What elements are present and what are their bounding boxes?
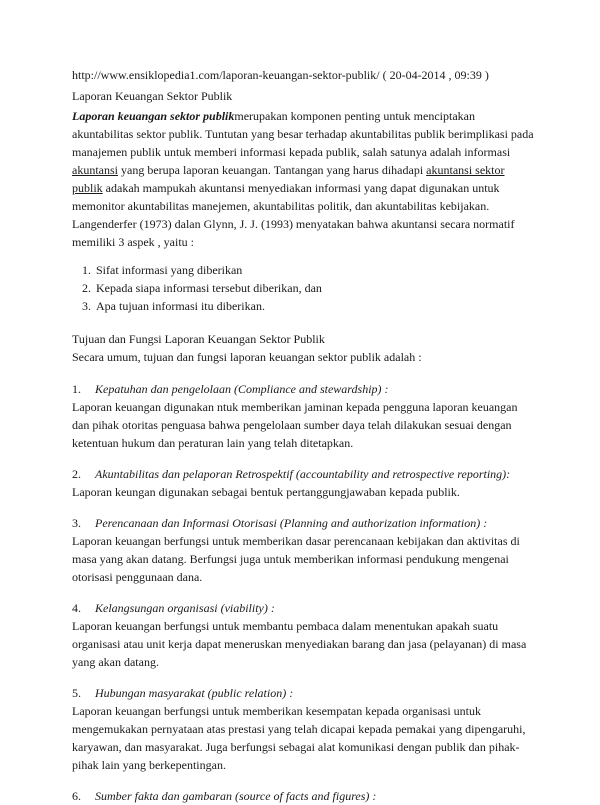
function-item-3 xyxy=(72,514,534,586)
function-item-1 xyxy=(72,380,534,452)
intro-text-2: yang berupa laporan keuangan. Tantangan yang harus dihadapi xyxy=(118,163,427,177)
aspect-item: 2. Kepada siapa informasi tersebut diberikan, dan xyxy=(94,279,534,297)
intro-lead-term: Laporan keuangan sektor publik xyxy=(72,109,235,123)
function-item-4 xyxy=(72,599,534,671)
intro-paragraph xyxy=(72,107,534,215)
intro-text-3: adakah mampukah akuntansi menyediakan informasi yang dapat digunakan untuk memonitor akuntabilitas manejemen, akuntabilitas politik, dan akuntabilitas kebijakan. xyxy=(72,181,500,213)
function-heading xyxy=(72,787,534,805)
function-description: Laporan keuangan berfungsi untuk membantu pembaca dalam menentukan apakah suatu organisasi atau unit kerja dapat meneruskan menyediakan barang dan jasa (pelayanan) di masa yang akan datang. xyxy=(72,619,527,669)
link-akuntansi-sektor-publik[interactable]: akuntansi sektor publik xyxy=(72,163,505,195)
function-title: Kepatuhan dan pengelolaan (Compliance and stewardship) : xyxy=(95,382,389,396)
function-number: 4. xyxy=(72,601,81,615)
function-title: Akuntabilitas dan pelaporan Retrospektif (accountability and retrospective reporting): xyxy=(95,467,511,481)
function-heading xyxy=(72,514,534,532)
document-title: Laporan Keuangan Sektor Publik xyxy=(72,89,233,103)
section-intro: Secara umum, tujuan dan fungsi laporan keuangan sektor publik adalah : xyxy=(72,350,422,364)
function-title: Sumber fakta dan gambaran (source of facts and figures) : xyxy=(95,789,377,803)
intro-paragraph-aspects: Langenderfer (1973) dalan Glynn, J. J. (1993) menyatakan bahwa akuntansi secara normatif memiliki 3 aspek , yaitu : xyxy=(72,217,515,249)
function-title: Perencanaan dan Informasi Otorisasi (Planning and authorization information) : xyxy=(95,516,488,530)
aspect-item: 3. Apa tujuan informasi itu diberikan. xyxy=(94,297,534,315)
function-number: 1. xyxy=(72,382,81,396)
function-title: Kelangsungan organisasi (viability) : xyxy=(95,601,275,615)
function-number: 5. xyxy=(72,686,81,700)
function-heading xyxy=(72,380,534,398)
function-description: Laporan keuangan berfungsi untuk memberikan dasar perencanaan kebijakan dan aktivitas di masa yang akan datang. Berfungsi juga untuk memberikan informasi pendukung mengenai otorisasi penggunaan dana. xyxy=(72,534,520,584)
aspect-item: 1. Sifat informasi yang diberikan xyxy=(94,261,534,279)
aspects-list xyxy=(72,261,534,315)
function-number: 2. xyxy=(72,467,81,481)
function-description: Laporan keuangan digunakan ntuk memberikan jaminan kepada pengguna laporan keuangan dan pihak otoritas penguasa bahwa pengelolaan sumber daya telah dilakukan sesuai dengan ketentuan hukum dan peraturan lain yang telah ditetapkan. xyxy=(72,400,518,450)
function-number: 6. xyxy=(72,789,81,803)
intro-text-1: merupakan komponen penting untuk menciptakan akuntabilitas sektor publik. Tuntutan yang besar terhadap akuntabilitas publik berimplikasi pada manajemen publik untuk memberi informasi kepada publik, salah satunya adalah informasi xyxy=(72,109,534,159)
function-item-2 xyxy=(72,465,534,501)
function-heading xyxy=(72,684,534,702)
source-url[interactable]: http://www.ensiklopedia1.com/laporan-keuangan-sektor-publik/ ( 20-04-2014 , 09:39 ) xyxy=(72,68,489,82)
function-item-5 xyxy=(72,684,534,774)
function-number: 3. xyxy=(72,516,81,530)
function-description: Laporan keungan digunakan sebagai bentuk pertanggungjawaban kepada publik. xyxy=(72,485,460,499)
function-heading xyxy=(72,465,534,483)
function-description: Laporan keuangan berfungsi untuk memberikan kesempatan kepada organisasi untuk mengemukakan pernyataan atas prestasi yang telah dicapai kepada pemakai yang dipengaruhi, karyawan, dan masyarakat. Juga berfungsi sebagai alat komunikasi dengan publik dan pihak-pihak lain yang berkepentingan. xyxy=(72,704,526,772)
document-page xyxy=(72,66,534,805)
section-title: Tujuan dan Fungsi Laporan Keuangan Sektor Publik xyxy=(72,332,325,346)
function-title: Hubungan masyarakat (public relation) : xyxy=(95,686,294,700)
function-item-6 xyxy=(72,787,534,805)
link-akuntansi[interactable]: akuntansi xyxy=(72,163,118,177)
function-heading xyxy=(72,599,534,617)
